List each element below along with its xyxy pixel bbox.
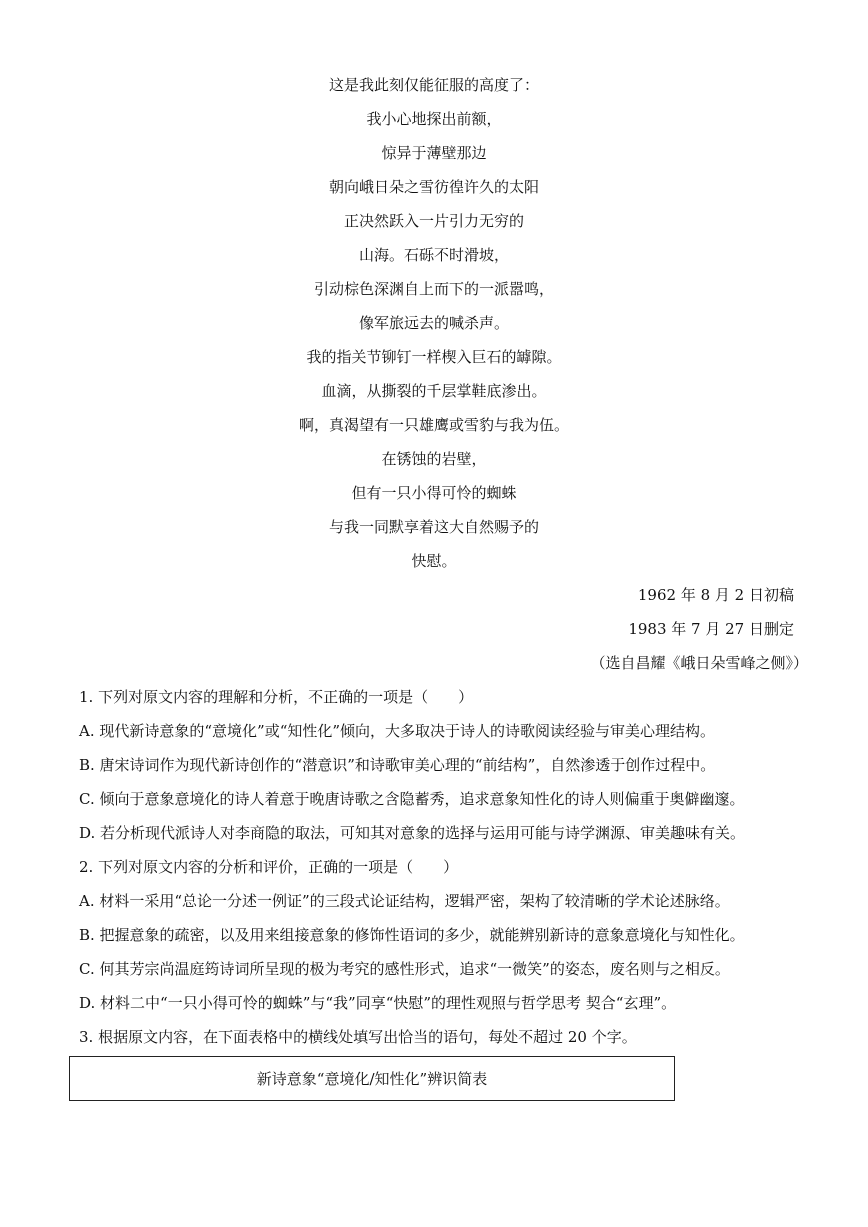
poem-line: 惊异于薄壁那边 <box>381 144 487 162</box>
poem-line: 血滴，从撕裂的千层掌鞋底渗出。 <box>321 382 547 400</box>
question-2-option-d: D. 材料二中“一只小得可怜的蜘蛛”与“我”同享“快慰”的理性观照与哲学思考 契合“玄理”。 <box>79 994 677 1012</box>
question-1-option-c: C. 倾向于意象意境化的诗人着意于晚唐诗歌之含隐蓄秀，追求意象知性化的诗人则偏重于奥僻幽邃。 <box>79 790 745 808</box>
poem-line: 我小心地探出前额， <box>366 110 502 128</box>
question-2-option-c: C. 何其芳宗尚温庭筠诗词所呈现的极为考究的感性形式，追求“一微笑”的姿态，废名则与之相反。 <box>79 960 730 978</box>
poem-date-revised: 1983 年 7 月 27 日删定 <box>628 620 794 638</box>
question-1-option-b: B. 唐宋诗词作为现代新诗创作的“潜意识”和诗歌审美心理的“前结构”，自然渗透于创作过程中。 <box>79 756 716 774</box>
poem-line: 快慰。 <box>411 552 457 570</box>
poem-line: 正决然跃入一片引力无穷的 <box>343 212 524 230</box>
poem-line: 这是我此刻仅能征服的高度了： <box>328 76 539 94</box>
poem-source: （选自昌耀《峨日朵雪峰之侧》） <box>590 654 808 672</box>
question-1-option-d: D. 若分析现代派诗人对李商隐的取法，可知其对意象的选择与运用可能与诗学渊源、审美趣味有关。 <box>79 824 746 842</box>
poem-line: 在锈蚀的岩壁， <box>381 450 487 468</box>
poem-date-draft: 1962 年 8 月 2 日初稿 <box>637 586 794 604</box>
poem-line: 引动棕色深渊自上而下的一派嚣鸣， <box>313 280 554 298</box>
question-1-stem: 1. 下列对原文内容的理解和分析，不正确的一项是（ ） <box>79 688 474 706</box>
question-1-option-a: A. 现代新诗意象的“意境化”或“知性化”倾向，大多取决于诗人的诗歌阅读经验与审美心理结构。 <box>79 722 716 740</box>
question-2-option-b: B. 把握意象的疏密，以及用来组接意象的修饰性语词的多少，就能辨别新诗的意象意境化与知性化。 <box>79 926 745 944</box>
poem-line: 朝向峨日朵之雪彷徨许久的太阳 <box>328 178 539 196</box>
poem-line: 但有一只小得可怜的蜘蛛 <box>351 484 517 502</box>
question-2-option-a: A. 材料一采用“总论一分述一例证”的三段式论证结构，逻辑严密，架构了较清晰的学术论述脉络。 <box>79 892 730 910</box>
identification-table <box>69 1056 675 1101</box>
poem-line: 山海。石砾不时滑坡， <box>358 246 509 264</box>
poem-line: 啊，真渴望有一只雄鹰或雪豹与我为伍。 <box>298 416 569 434</box>
question-2-stem: 2. 下列对原文内容的分析和评价，正确的一项是（ ） <box>79 858 459 876</box>
table-title: 新诗意象“意境化/知性化”辨识简表 <box>256 1070 488 1088</box>
poem-line: 像军旅远去的喊杀声。 <box>358 314 509 332</box>
poem-line: 我的指关节铆钉一样楔入巨石的罅隙。 <box>306 348 562 366</box>
question-3-stem: 3. 根据原文内容，在下面表格中的横线处填写出恰当的语句，每处不超过 20 个字。 <box>79 1028 637 1046</box>
poem-line: 与我一同默享着这大自然赐予的 <box>328 518 539 536</box>
